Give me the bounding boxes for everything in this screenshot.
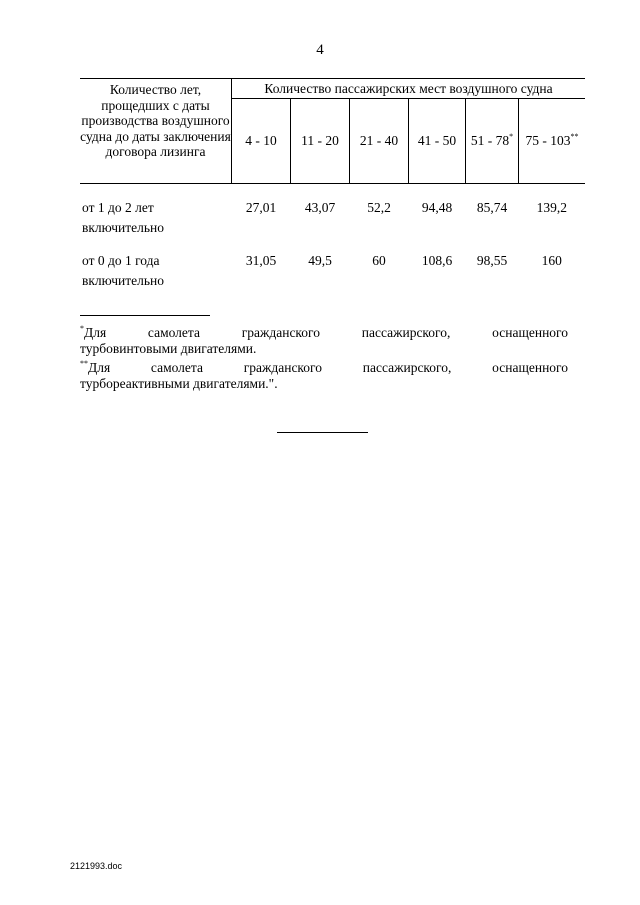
column-header: 51 - 78* — [466, 99, 519, 184]
column-header: 21 - 40 — [350, 99, 409, 184]
row-label: от 0 до 1 года включительно — [82, 253, 165, 288]
footnote-separator — [80, 315, 210, 316]
table-row — [80, 251, 585, 291]
table-cell: 85,74 — [476, 200, 508, 215]
seats-group-header: Количество пассажирских мест воздушного судна — [232, 79, 586, 99]
footnote-1 — [80, 325, 568, 357]
table-row — [80, 198, 585, 238]
lease-rate-table — [80, 78, 585, 291]
end-rule — [277, 432, 368, 433]
row-header-cell: Количество лет, прощедших с даты производства воздушного судна до даты заключения договора лизинга — [80, 79, 232, 184]
footnote-2 — [80, 360, 568, 392]
footnote-1-line-2: турбовинтовыми двигателями. — [80, 341, 257, 356]
column-header: 41 - 50 — [409, 99, 466, 184]
table-cell: 52,2 — [367, 200, 391, 215]
document-id: 2121993.doc — [70, 861, 123, 871]
column-header: 75 - 103** — [519, 99, 586, 184]
table-cell: 160 — [541, 253, 562, 268]
table-cell: 98,55 — [476, 253, 508, 268]
table-header-row-1 — [80, 79, 585, 99]
table-cell: 94,48 — [421, 200, 453, 215]
footnote-mark: ** — [570, 132, 579, 141]
table-cell: 108,6 — [421, 253, 453, 268]
table-cell: 139,2 — [536, 200, 567, 215]
footnote-mark: * — [509, 132, 514, 141]
table-cell: 43,07 — [304, 200, 336, 215]
column-header: 4 - 10 — [232, 99, 291, 184]
footnote-mark: * — [80, 324, 84, 333]
footnote-1-line-1: *Для самолета гражданского пассажирского, оснащенного — [80, 324, 568, 340]
footnote-2-line-1: **Для самолета гражданского пассажирского, оснащенного — [80, 359, 568, 375]
table-cell: 27,01 — [245, 200, 277, 215]
row-label: от 1 до 2 лет включительно — [82, 200, 165, 235]
table-cell: 31,05 — [245, 253, 277, 268]
page-number: 4 — [316, 42, 324, 58]
footnote-mark: ** — [80, 359, 88, 368]
footnote-2-line-2: турбореактивными двигателями.". — [80, 376, 278, 391]
table-cell: 49,5 — [308, 253, 332, 268]
table-cell: 60 — [372, 253, 386, 268]
column-header: 11 - 20 — [291, 99, 350, 184]
